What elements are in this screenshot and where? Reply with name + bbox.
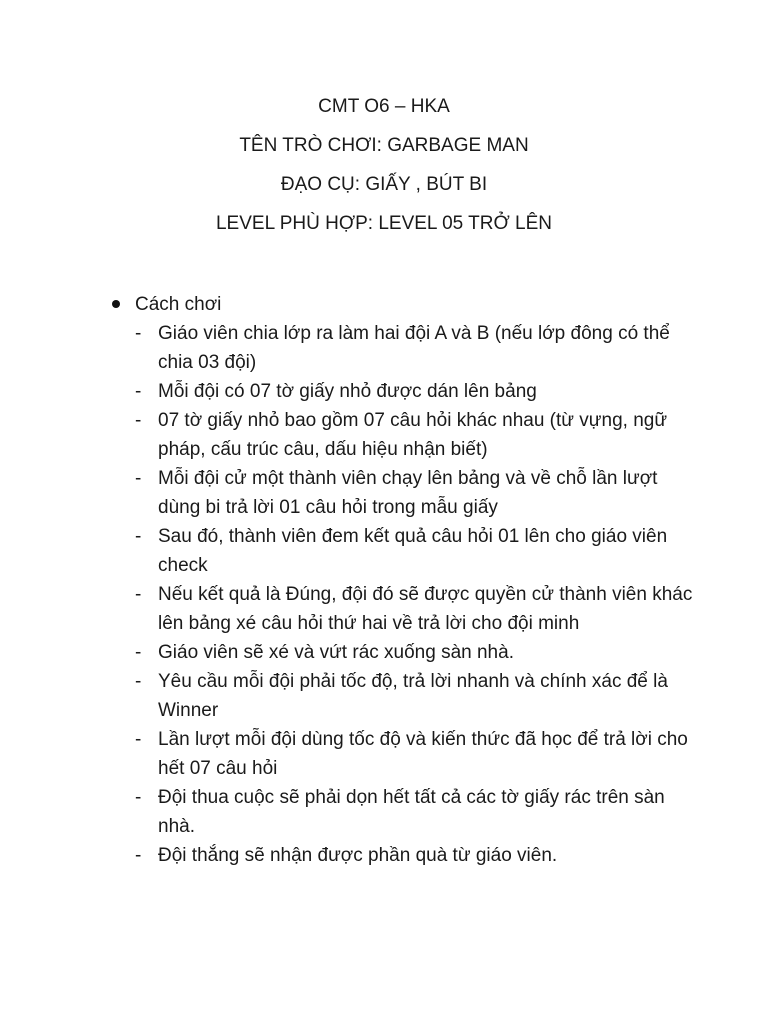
- list-item: [108, 638, 708, 667]
- section-title: Cách chơi: [135, 294, 222, 315]
- list-item: [108, 667, 708, 725]
- bullet-dot-icon: [112, 300, 120, 308]
- dash-marker: -: [135, 642, 142, 663]
- dash-marker: -: [135, 468, 142, 489]
- dash-marker: -: [135, 526, 142, 547]
- dash-marker: -: [135, 671, 142, 692]
- list-item-text: Đội thắng sẽ nhận được phần quà từ giáo viên.: [158, 845, 558, 866]
- list-item: [108, 841, 708, 870]
- list-item: [108, 725, 708, 783]
- game-name-heading: TÊN TRÒ CHƠI: GARBAGE MAN: [239, 135, 529, 156]
- dash-marker: -: [135, 381, 142, 402]
- list-item-text: Đội thua cuộc sẽ phải dọn hết tất cả các tờ giấy rác trên sàn nhà.: [158, 787, 665, 837]
- dash-marker: -: [135, 845, 142, 866]
- list-item: [108, 580, 708, 638]
- dash-marker: -: [135, 323, 142, 344]
- list-item-text: Giáo viên chia lớp ra làm hai đội A và B (nếu lớp đông có thể chia 03 đội): [158, 323, 670, 373]
- list-item: [108, 406, 708, 464]
- list-item-text: Mỗi đội cử một thành viên chạy lên bảng và về chỗ lần lượt dùng bi trả lời 01 câu hỏi trong mẫu giấy: [158, 468, 658, 518]
- list-item: [108, 522, 708, 580]
- list-item-text: Mỗi đội có 07 tờ giấy nhỏ được dán lên bảng: [158, 381, 537, 402]
- class-code-title: CMT O6 – HKA: [318, 96, 450, 117]
- list-item-text: Nếu kết quả là Đúng, đội đó sẽ được quyền cử thành viên khác lên bảng xé câu hỏi thứ hai về trả lời cho đội minh: [158, 584, 693, 634]
- list-item-text: Sau đó, thành viên đem kết quả câu hỏi 01 lên cho giáo viên check: [158, 526, 668, 576]
- dash-marker: -: [135, 410, 142, 431]
- list-item: [108, 464, 708, 522]
- dash-marker: -: [135, 729, 142, 750]
- document-header: [0, 94, 768, 250]
- list-item-text: Yêu cầu mỗi đội phải tốc độ, trả lời nhanh và chính xác để là Winner: [158, 671, 668, 721]
- list-item: [108, 319, 708, 377]
- list-item: [108, 377, 708, 406]
- level-heading: LEVEL PHÙ HỢP: LEVEL 05 TRỞ LÊN: [215, 213, 553, 234]
- list-item-text: Lần lượt mỗi đội dùng tốc độ và kiến thức đã học để trả lời cho hết 07 câu hỏi: [158, 729, 688, 779]
- section-bullet: [108, 290, 708, 319]
- list-item: [108, 783, 708, 841]
- rules-section: [108, 290, 708, 870]
- list-item-text: Giáo viên sẽ xé và vứt rác xuống sàn nhà.: [158, 642, 514, 663]
- dash-marker: -: [135, 584, 142, 605]
- materials-heading: ĐẠO CỤ: GIẤY , BÚT BI: [280, 174, 488, 195]
- dash-marker: -: [135, 787, 142, 808]
- list-item-text: 07 tờ giấy nhỏ bao gồm 07 câu hỏi khác nhau (từ vựng, ngữ pháp, cấu trúc câu, dấu hiệu nhận biết): [158, 410, 668, 460]
